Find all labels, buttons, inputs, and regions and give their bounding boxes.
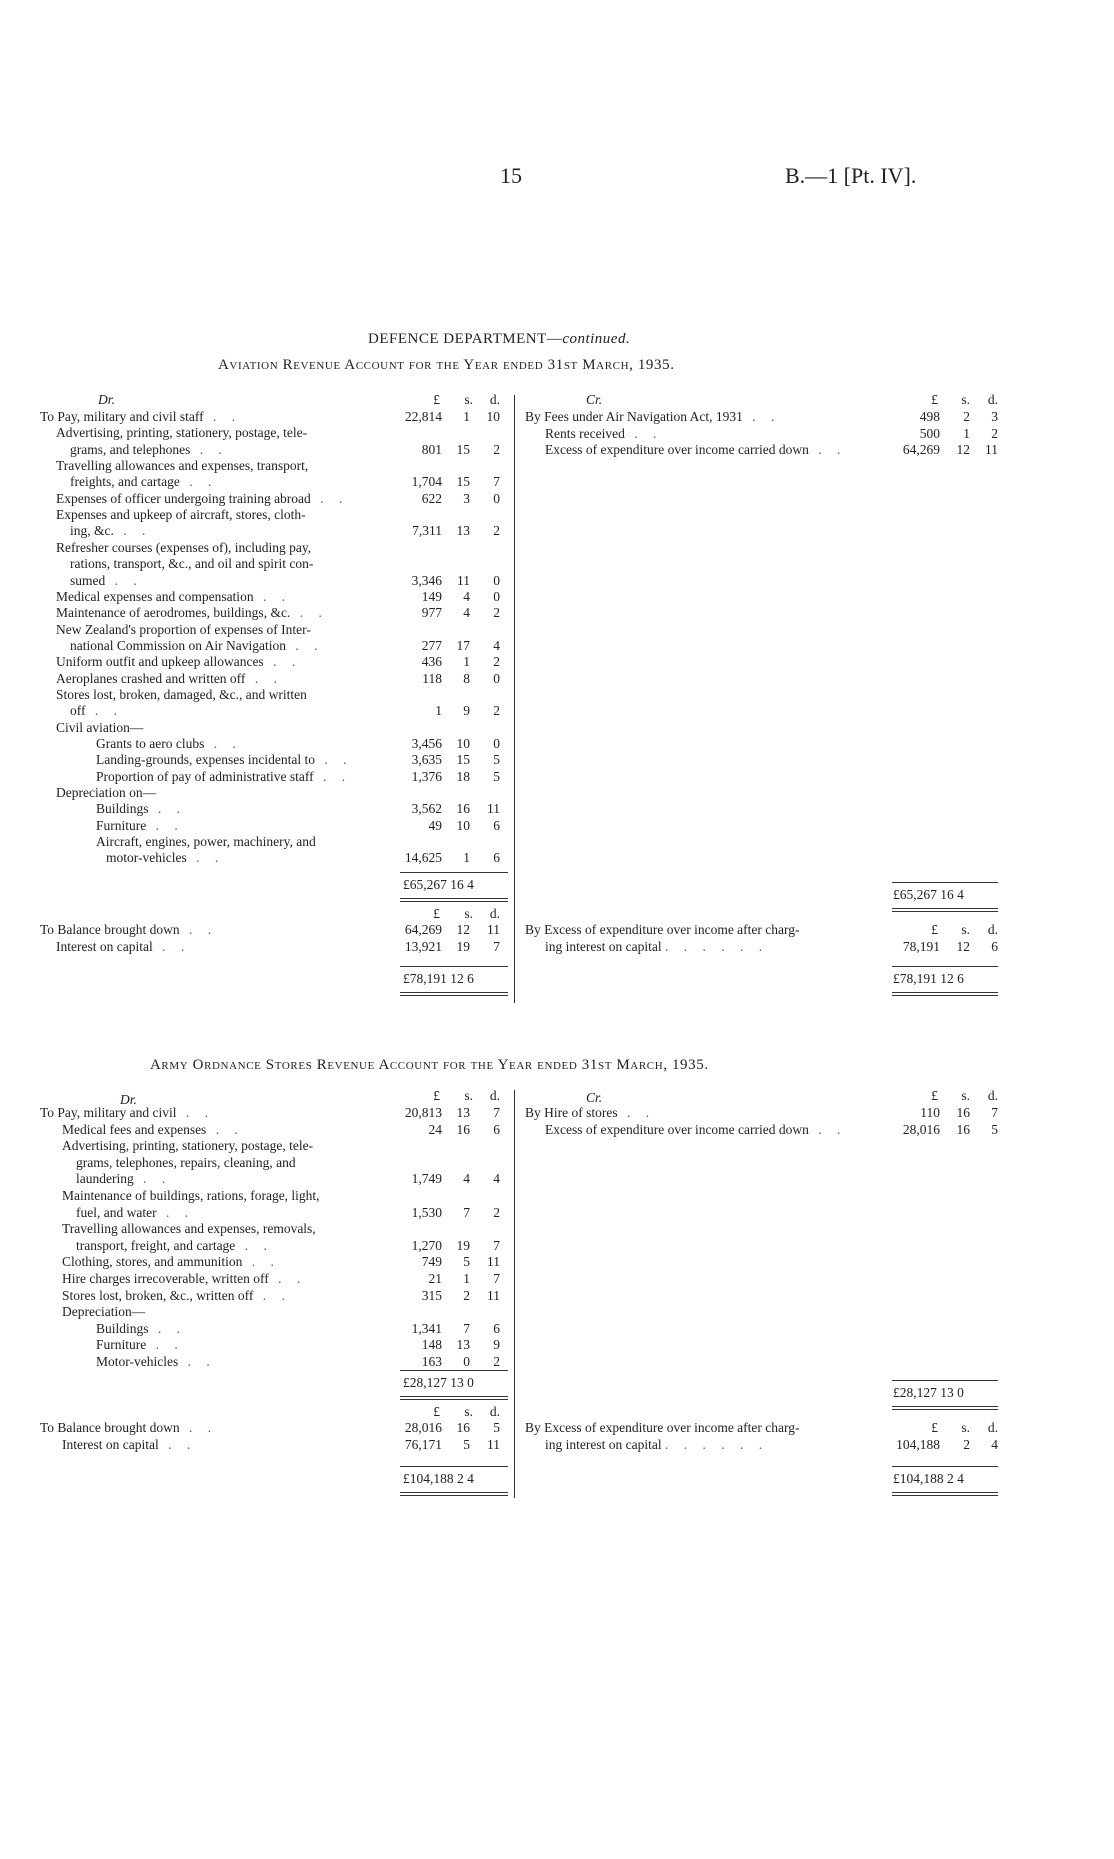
ordnance-debit-row-label: Advertising, printing, stationery, postage, tele- (62, 1138, 314, 1154)
ordnance-debit-row-label: Medical fees and expenses . . (62, 1121, 244, 1137)
ordnance-debit-row-label: Travelling allowances and expenses, removals, (62, 1221, 316, 1237)
aviation-debit-row-label: To Pay, military and civil staff . . (40, 409, 242, 424)
aviation-debit-row-label: Aeroplanes crashed and written off . . (56, 670, 283, 686)
aviation-credit-rule (892, 882, 998, 883)
aviation-debit-row-label: Maintenance of aerodromes, buildings, &c. . . (56, 605, 328, 621)
aviation-account-title: Aviation Revenue Account for the Year ended 31st March, 1935. (218, 357, 675, 373)
aviation-bal-double-rule (400, 992, 508, 993)
aviation-debit-row-label: Buildings . . (96, 801, 187, 817)
ordnance-bal-rule (400, 1466, 508, 1467)
aviation-debit-rule (400, 872, 508, 873)
ordnance-bal-total-credit: £104,188 2 4 (893, 1471, 964, 1486)
ordnance-credit-double-rule (892, 1406, 998, 1407)
ordnance-credit-rule (892, 1380, 998, 1381)
aviation-bal-double-rule-cr-2 (892, 995, 998, 996)
aviation-debit-row-label: off . . (70, 703, 123, 719)
aviation-debit-row-label: sumed . . (70, 572, 143, 588)
ordnance-credit-bal-line2: ing interest on capital . . . . . . (545, 1437, 769, 1452)
aviation-debit-row-label: Expenses and upkeep of aircraft, stores, cloth- (56, 507, 306, 523)
ordnance-credit-bal-line1: By Excess of expenditure over income after charg- (525, 1420, 800, 1435)
ordnance-dr-label: Dr. (120, 1092, 137, 1107)
aviation-credit-double-rule (892, 908, 998, 909)
aviation-credit-total: £65,267 16 4 (893, 887, 964, 902)
aviation-column-divider (514, 395, 515, 1003)
aviation-debit-row-label: grams, and telephones . . (70, 441, 228, 457)
ordnance-debit-row-label: transport, freight, and cartage . . (76, 1237, 273, 1253)
aviation-debit-row-label: rations, transport, &c., and oil and spirit con- (70, 556, 314, 572)
aviation-bal-rule (400, 966, 508, 967)
aviation-debit-row-label: Travelling allowances and expenses, transport, (56, 458, 309, 474)
ordnance-credit-row-label: Excess of expenditure over income carried down . . (545, 1121, 847, 1137)
aviation-debit-row-label: Landing-grounds, expenses incidental to . . (96, 752, 353, 768)
continued-label: continued. (562, 331, 631, 347)
ordnance-debit-double-rule-2 (400, 1399, 508, 1400)
ordnance-debit-row-label: Clothing, stores, and ammunition . . (62, 1254, 280, 1270)
aviation-debit-row-label: Furniture . . (96, 817, 184, 833)
ordnance-cr-label: Cr. (586, 1090, 603, 1105)
ordnance-balance-row-label: Interest on capital . . (62, 1437, 197, 1452)
aviation-debit-row-label: Stores lost, broken, damaged, &c., and written (56, 686, 307, 702)
ordnance-bal-double-rule-2 (400, 1495, 508, 1496)
ordnance-debit-total: £28,127 13 0 (403, 1375, 474, 1390)
aviation-debit-row-label: Uniform outfit and upkeep allowances . . (56, 654, 302, 670)
aviation-cr-label: Cr. (586, 392, 603, 407)
page-number: 15 (500, 163, 522, 188)
aviation-debit-row-label: Expenses of officer undergoing training abroad . . (56, 490, 349, 506)
aviation-debit-row-label: ing, &c. . . (70, 523, 152, 539)
ordnance-credit-total: £28,127 13 0 (893, 1385, 964, 1400)
ordnance-balance-row-label: To Balance brought down . . (40, 1420, 218, 1435)
aviation-debit-double-rule (400, 898, 508, 899)
aviation-balance-row-label: To Balance brought down . . (40, 922, 218, 937)
ordnance-debit-row-label: Maintenance of buildings, rations, forage, light, (62, 1188, 320, 1203)
aviation-debit-row-label: Grants to aero clubs . . (96, 736, 242, 751)
aviation-credit-bal-line2: ing interest on capital . . . . . . (545, 939, 769, 954)
ordnance-bal-total-debit: £104,188 2 4 (403, 1471, 474, 1486)
ordnance-bal-double-rule-cr-2 (892, 1495, 998, 1496)
ordnance-debit-rule (400, 1370, 508, 1371)
aviation-balance-row-label: Interest on capital . . (56, 939, 191, 954)
ordnance-credit-row-label: By Hire of stores . . (525, 1105, 656, 1120)
aviation-debit-row-label: Advertising, printing, stationery, postage, tele- (56, 425, 308, 441)
department-heading (368, 331, 630, 348)
aviation-debit-row-label: New Zealand's proportion of expenses of Inter- (56, 621, 311, 637)
aviation-bal-total-debit: £78,191 12 6 (403, 971, 474, 986)
ordnance-bal-rule-cr (892, 1466, 998, 1467)
aviation-credit-row-label: Rents received . . (545, 425, 663, 441)
aviation-debit-row-label: Proportion of pay of administrative staff . . (96, 768, 352, 784)
aviation-debit-double-rule-2 (400, 901, 508, 902)
ordnance-credit-double-rule-2 (892, 1409, 998, 1410)
document-reference: B.—1 [Pt. IV]. (785, 163, 917, 188)
aviation-debit-row-label: Medical expenses and compensation . . (56, 588, 292, 604)
aviation-bal-double-rule-2 (400, 995, 508, 996)
aviation-debit-row-label: Refresher courses (expenses of), including pay, (56, 539, 312, 555)
ordnance-debit-row-label: laundering . . (76, 1171, 172, 1187)
aviation-dr-label: Dr. (98, 392, 115, 407)
ordnance-debit-row-label: Furniture . . (96, 1337, 184, 1353)
aviation-debit-total: £65,267 16 4 (403, 877, 474, 892)
ordnance-debit-row-label: Buildings . . (96, 1320, 187, 1336)
aviation-bal-total-credit: £78,191 12 6 (893, 971, 964, 986)
aviation-debit-row-label: Depreciation on— (56, 785, 157, 801)
ordnance-bal-double-rule-cr (892, 1492, 998, 1493)
ordnance-debit-row-label: To Pay, military and civil . . (40, 1105, 215, 1120)
aviation-debit-row-label: Civil aviation— (56, 719, 144, 735)
ordnance-bal-double-rule (400, 1492, 508, 1493)
ordnance-debit-row-label: Depreciation— (62, 1304, 146, 1320)
department-name: DEFENCE DEPARTMENT— (368, 331, 563, 347)
aviation-debit-row-label: national Commission on Air Navigation . . (70, 637, 324, 653)
ordnance-debit-row-label: fuel, and water . . (76, 1204, 195, 1220)
aviation-credit-row-label: By Fees under Air Navigation Act, 1931 . . (525, 409, 781, 424)
aviation-debit-row-label: Aircraft, engines, power, machinery, and (96, 834, 316, 850)
aviation-bal-rule-cr (892, 966, 998, 967)
aviation-credit-row-label: Excess of expenditure over income carried down . . (545, 442, 847, 457)
ordnance-debit-row-label: Motor-vehicles . . (96, 1354, 216, 1369)
aviation-bal-double-rule-cr (892, 992, 998, 993)
aviation-credit-bal-line1: By Excess of expenditure over income after charg- (525, 922, 800, 937)
ordnance-debit-row-label: Hire charges irrecoverable, written off . . (62, 1271, 307, 1286)
aviation-debit-row-label: motor-vehicles . . (106, 850, 225, 866)
ordnance-column-divider (514, 1090, 515, 1498)
aviation-debit-row-label: freights, and cartage . . (70, 474, 218, 490)
ordnance-debit-double-rule (400, 1396, 508, 1397)
ordnance-debit-row-label: grams, telephones, repairs, cleaning, and (76, 1154, 296, 1170)
ordnance-debit-row-label: Stores lost, broken, &c., written off . . (62, 1287, 291, 1303)
aviation-credit-double-rule-2 (892, 911, 998, 912)
ordnance-account-title: Army Ordnance Stores Revenue Account for the Year ended 31st March, 1935. (150, 1057, 709, 1073)
